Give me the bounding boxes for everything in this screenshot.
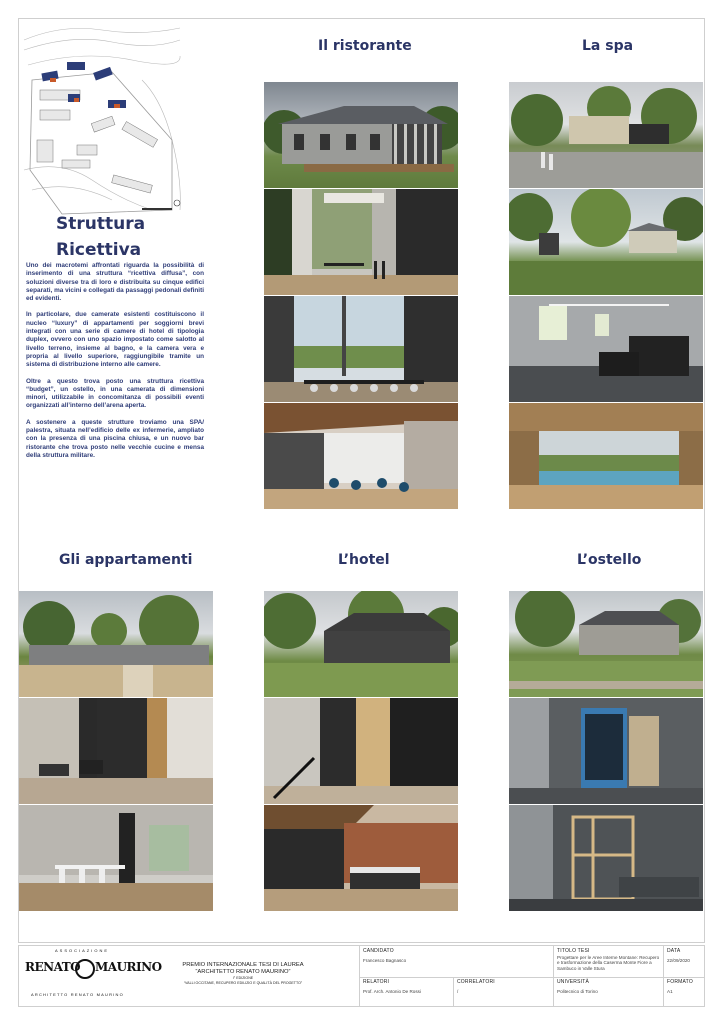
ristorante-exterior-render [264, 82, 458, 188]
intro-paragraph-3: Oltre a questo trova posto una struttura ricettiva “budget”, un ostello, in una camerata di dimensioni minori, utilizzabile in concomitanza di possibili eventi organizzati all’interno dell’arena aperta. [26, 377, 204, 410]
prize-edition: I° EDIZIONE [232, 976, 254, 980]
data-cell [663, 946, 704, 977]
intro-text [26, 262, 204, 468]
ostello-bunk-render [509, 698, 703, 804]
candidato-value: Francesco Bagnasco [363, 958, 407, 963]
candidato-label: CANDIDATO [363, 948, 394, 954]
appartamenti-exterior-render [19, 591, 213, 697]
spa-indoor-pool-render [509, 403, 703, 509]
spa-exterior-render [509, 82, 703, 188]
title-spa: La spa [582, 38, 634, 54]
spa-pool-building-render [509, 189, 703, 295]
titolo-label: TITOLO TESI [557, 948, 590, 954]
site-plan [22, 20, 182, 216]
correlatori-label: CORRELATORI [457, 979, 495, 985]
universita-label: UNIVERSITÀ [557, 979, 590, 985]
association-logo [25, 948, 162, 1004]
hotel-exterior-render [264, 591, 458, 697]
relatori-cell [359, 977, 453, 1007]
candidato-cell [359, 946, 553, 977]
prize-info [153, 962, 333, 985]
formato-label: FORMATO [667, 979, 693, 985]
logo-bottom-text: ARCHITETTO RENATO MAURINO [31, 992, 124, 997]
appartamenti-kitchen-render [19, 805, 213, 911]
logo-top-text: ASSOCIAZIONE [55, 948, 110, 953]
titolo-value: Progettare per le Aree Interne Montane: Recupero e trasformazione della Caserma Monte Fiore a Sambuco in Valle Stura [557, 955, 660, 971]
logo-word-right: MAURINO [95, 960, 162, 974]
title-ostello: L’ostello [577, 552, 642, 568]
intro-paragraph-1: Uno dei macrotemi affrontati riguarda la possibilità di inserimento di una struttura “ricettiva diffusa”, con soluzioni diverse tra di loro e distribuita su cinque edifici separati, ma vicini e collegati da passaggi pedonali definiti ed evidenti. [26, 262, 204, 303]
relatori-label: RELATORI [363, 979, 390, 985]
intro-title-line1: Struttura [56, 214, 146, 234]
ostello-exterior-render [509, 591, 703, 697]
prize-title: PREMIO INTERNAZIONALE TESI DI LAUREA [182, 962, 304, 968]
logo-word-left: RENATO [25, 960, 81, 974]
titolo-cell [553, 946, 663, 977]
intro-paragraph-4: A sostenere a queste strutture troviamo una SPA/ palestra, situata nell’edificio delle ex infermerie, ampliato con la presenza di una piscina chiusa, e un nuovo bar ristorante che trova posto nelle vecchie cucine e mensa della struttura militare. [26, 418, 204, 459]
correlatori-cell [453, 977, 553, 1007]
universita-cell [553, 977, 663, 1007]
prize-name: “ARCHITETTO RENATO MAURINO” [195, 969, 291, 975]
correlatori-value: / [457, 989, 459, 994]
hotel-duplex-render [264, 698, 458, 804]
formato-cell [663, 977, 704, 1007]
intro-paragraph-2: In particolare, due camerate esistenti costituiscono il nucleo “luxury” di appartamenti per soggiorni brevi integrati con una serie di camere di hotel di tipologia duplex, ovvero con uno spazio impostato come salotto al livello terreno, insieme al bagno, e la camera vera e propria al livello superiore, raggiungibile tramite un sistema di distribuzione interno alle camere. [26, 311, 204, 369]
logo-circle [75, 959, 95, 979]
title-appartamenti: Gli appartamenti [59, 552, 193, 568]
title-hotel: L’hotel [338, 552, 390, 568]
appartamenti-living-render [19, 698, 213, 804]
title-block [18, 945, 705, 1007]
hotel-bedroom-render [264, 805, 458, 911]
ristorante-bar-render [264, 403, 458, 509]
ostello-dorm-render [509, 805, 703, 911]
ristorante-dining-render [264, 296, 458, 402]
formato-value: A1 [667, 989, 673, 994]
universita-value: Politecnico di Torino [557, 989, 598, 994]
prize-subtitle: “VALLI OCCITANE, RECUPERO EDILIZIO E QUALITÀ DEL PROGETTO” [183, 981, 303, 985]
title-ristorante: Il ristorante [318, 38, 412, 54]
ristorante-terrace-render [264, 189, 458, 295]
intro-title-line2: Ricettiva [56, 240, 142, 260]
spa-gym-render [509, 296, 703, 402]
data-label: DATA [667, 948, 681, 954]
data-value: 22/09/2020 [667, 958, 690, 963]
relatori-value: Prof. Arch. Antonio De Rossi [363, 989, 421, 994]
